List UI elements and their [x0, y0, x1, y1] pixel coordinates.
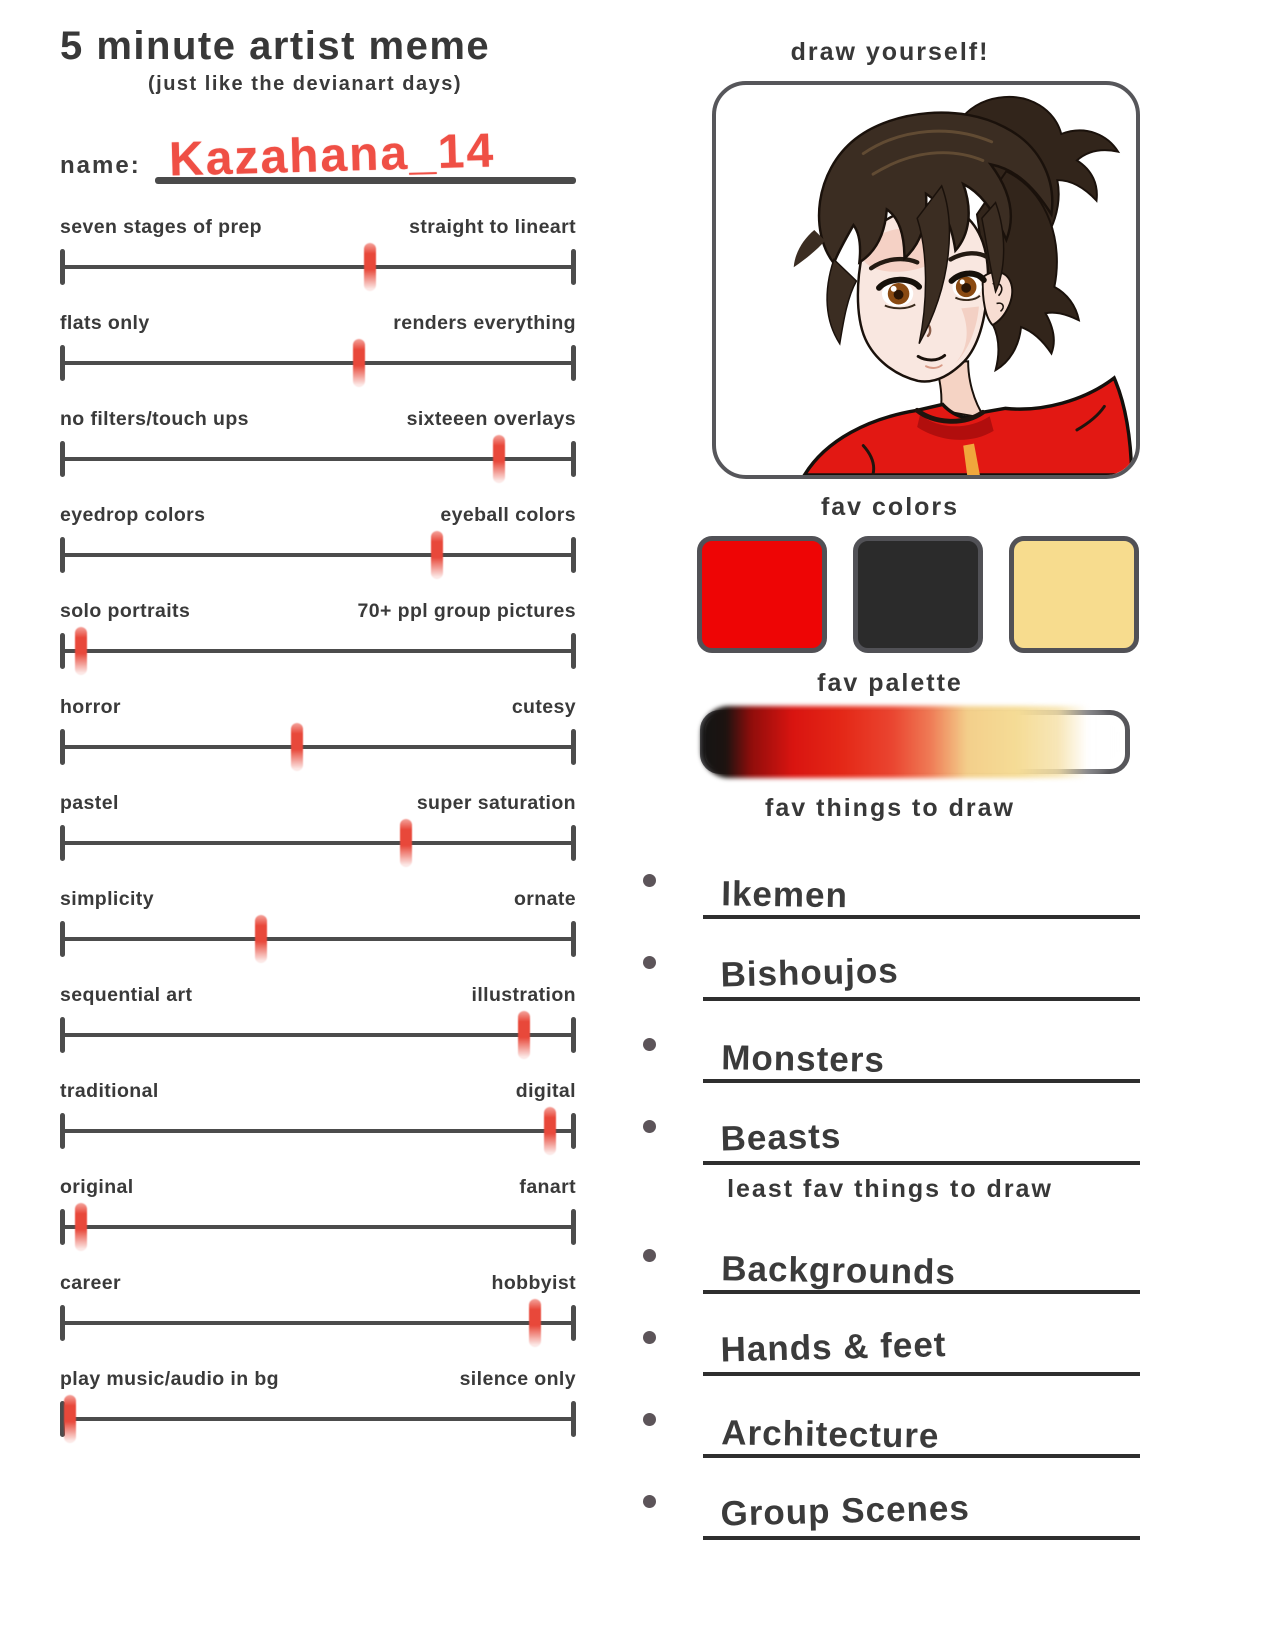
slider-left-label: play music/audio in bg [60, 1368, 279, 1390]
bullet-icon [643, 1495, 656, 1508]
slider-right-cap [571, 1305, 576, 1341]
slider-right-label: digital [515, 1080, 576, 1102]
self-portrait-box [712, 81, 1140, 479]
slider-track [60, 919, 576, 959]
slider-marker [75, 1203, 87, 1251]
rating-slider [60, 408, 576, 479]
slider-right-label: cutesy [511, 696, 576, 718]
slider-line [60, 1417, 576, 1421]
slider-line [60, 1033, 576, 1037]
slider-line [60, 361, 576, 365]
list-item-underline [703, 1083, 1140, 1165]
slider-marker [529, 1299, 541, 1347]
fav-color-swatch-0 [697, 536, 827, 653]
name-row [60, 122, 576, 187]
slider-right-label: ornate [514, 888, 576, 910]
slider-right-cap [571, 1401, 576, 1437]
slider-right-label: renders everything [393, 312, 576, 334]
bullet-icon [643, 1038, 656, 1051]
name-handwritten-value: Kazahana_14 [168, 124, 496, 187]
list-item-handwritten-text: Group Scenes [720, 1488, 971, 1534]
list-item-underline [703, 1294, 1140, 1376]
slider-line [60, 841, 576, 845]
slider-track [60, 1303, 576, 1343]
slider-right-cap [571, 1113, 576, 1149]
slider-marker [64, 1395, 76, 1443]
rating-slider [60, 696, 576, 767]
fav-colors-heading: fav colors [820, 493, 960, 521]
least-fav-heading: least fav things to draw [727, 1175, 1053, 1203]
fav-palette-bar [700, 710, 1130, 774]
slider-left-label: pastel [60, 792, 119, 814]
slider-left-label: seven stages of prep [60, 216, 262, 238]
slider-marker [75, 627, 87, 675]
rating-slider [60, 984, 576, 1055]
rating-slider [60, 1272, 576, 1343]
slider-marker [291, 723, 303, 771]
slider-track [60, 1111, 576, 1151]
list-item-handwritten-text: Monsters [720, 1038, 886, 1080]
slider-line [60, 1225, 576, 1229]
slider-left-label: career [60, 1272, 121, 1294]
slider-track [60, 727, 576, 767]
list-item-underline [703, 1376, 1140, 1458]
slider-right-cap [571, 441, 576, 477]
slider-left-label: traditional [60, 1080, 159, 1102]
slider-right-label: eyeball colors [440, 504, 576, 526]
slider-left-label: solo portraits [60, 600, 191, 622]
fav-color-swatch-2 [1009, 536, 1139, 653]
slider-marker [255, 915, 267, 963]
rating-slider [60, 1080, 576, 1151]
rating-slider [60, 888, 576, 959]
slider-right-label: fanart [519, 1176, 576, 1198]
list-item-underline [703, 919, 1140, 1001]
slider-track [60, 343, 576, 383]
list-item-handwritten-text: Bishoujos [720, 951, 900, 995]
slider-right-label: hobbyist [491, 1272, 576, 1294]
list-item [640, 1212, 1140, 1294]
fav-palette-paint [701, 706, 1117, 778]
bullet-icon [643, 956, 656, 969]
slider-right-label: 70+ ppl group pictures [357, 600, 576, 622]
slider-right-cap [571, 633, 576, 669]
fav-palette-heading: fav palette [817, 669, 963, 697]
list-item [640, 1294, 1140, 1376]
slider-right-label: super saturation [416, 792, 576, 814]
meme-right-column [640, 38, 1140, 1540]
slider-left-label: flats only [60, 312, 150, 334]
self-portrait-drawing [716, 85, 1136, 475]
slider-left-label: eyedrop colors [60, 504, 206, 526]
slider-marker [364, 243, 376, 291]
slider-track [60, 247, 576, 287]
list-item-underline [703, 837, 1140, 919]
slider-track [60, 1015, 576, 1055]
list-item-handwritten-text: Ikemen [720, 874, 849, 916]
slider-right-label: illustration [471, 984, 576, 1006]
slider-right-label: straight to lineart [409, 216, 576, 238]
list-item [640, 837, 1140, 919]
list-item [640, 1001, 1140, 1083]
bullet-icon [643, 874, 656, 887]
slider-line [60, 1129, 576, 1133]
list-item [640, 1376, 1140, 1458]
slider-track [60, 1399, 576, 1439]
slider-right-cap [571, 825, 576, 861]
rating-slider [60, 504, 576, 575]
rating-slider [60, 600, 576, 671]
slider-right-label: sixteeen overlays [406, 408, 576, 430]
fav-color-swatch-1 [853, 536, 983, 653]
rating-slider [60, 1368, 576, 1439]
least-fav-things-list [640, 1212, 1140, 1540]
slider-left-label: original [60, 1176, 134, 1198]
list-item [640, 1083, 1140, 1165]
rating-slider [60, 216, 576, 287]
slider-marker [353, 339, 365, 387]
slider-right-label: silence only [459, 1368, 576, 1390]
slider-right-cap [571, 729, 576, 765]
page-subtitle: (just like the devianart days) [148, 73, 462, 95]
rating-slider [60, 312, 576, 383]
list-item [640, 1458, 1140, 1540]
list-item-handwritten-text: Backgrounds [720, 1249, 957, 1292]
rating-slider [60, 1176, 576, 1247]
meme-left-column [60, 24, 576, 1464]
slider-marker [431, 531, 443, 579]
slider-marker [493, 435, 505, 483]
slider-track [60, 439, 576, 479]
list-item-underline [703, 1458, 1140, 1540]
list-item-handwritten-text: Beasts [720, 1116, 842, 1159]
slider-right-cap [571, 345, 576, 381]
bullet-icon [643, 1249, 656, 1262]
draw-yourself-heading: draw yourself! [790, 38, 990, 66]
slider-line [60, 745, 576, 749]
list-item-handwritten-text: Architecture [720, 1413, 940, 1456]
bullet-icon [643, 1413, 656, 1426]
slider-left-label: no filters/touch ups [60, 408, 249, 430]
slider-left-label: horror [60, 696, 121, 718]
fav-things-heading: fav things to draw [765, 794, 1015, 822]
slider-marker [518, 1011, 530, 1059]
fav-color-swatches [697, 536, 1140, 653]
bullet-icon [643, 1120, 656, 1133]
slider-marker [400, 819, 412, 867]
slider-line [60, 937, 576, 941]
slider-line [60, 265, 576, 269]
list-item-underline [703, 1001, 1140, 1083]
slider-line [60, 553, 576, 557]
slider-right-cap [571, 1209, 576, 1245]
slider-list [60, 216, 576, 1439]
name-label: name: [60, 152, 141, 179]
slider-right-cap [571, 537, 576, 573]
slider-left-label: simplicity [60, 888, 154, 910]
page-title: 5 minute artist meme [60, 24, 491, 68]
slider-right-cap [571, 1017, 576, 1053]
fav-things-list [640, 837, 1140, 1165]
bullet-icon [643, 1331, 656, 1344]
slider-left-label: sequential art [60, 984, 193, 1006]
slider-line [60, 1321, 576, 1325]
slider-right-cap [571, 249, 576, 285]
rating-slider [60, 792, 576, 863]
list-item [640, 919, 1140, 1001]
slider-marker [544, 1107, 556, 1155]
slider-right-cap [571, 921, 576, 957]
list-item-handwritten-text: Hands & feet [720, 1325, 947, 1370]
slider-track [60, 631, 576, 671]
list-item-underline [703, 1212, 1140, 1294]
slider-track [60, 535, 576, 575]
slider-line [60, 649, 576, 653]
name-field [155, 122, 576, 187]
slider-track [60, 823, 576, 863]
slider-track [60, 1207, 576, 1247]
